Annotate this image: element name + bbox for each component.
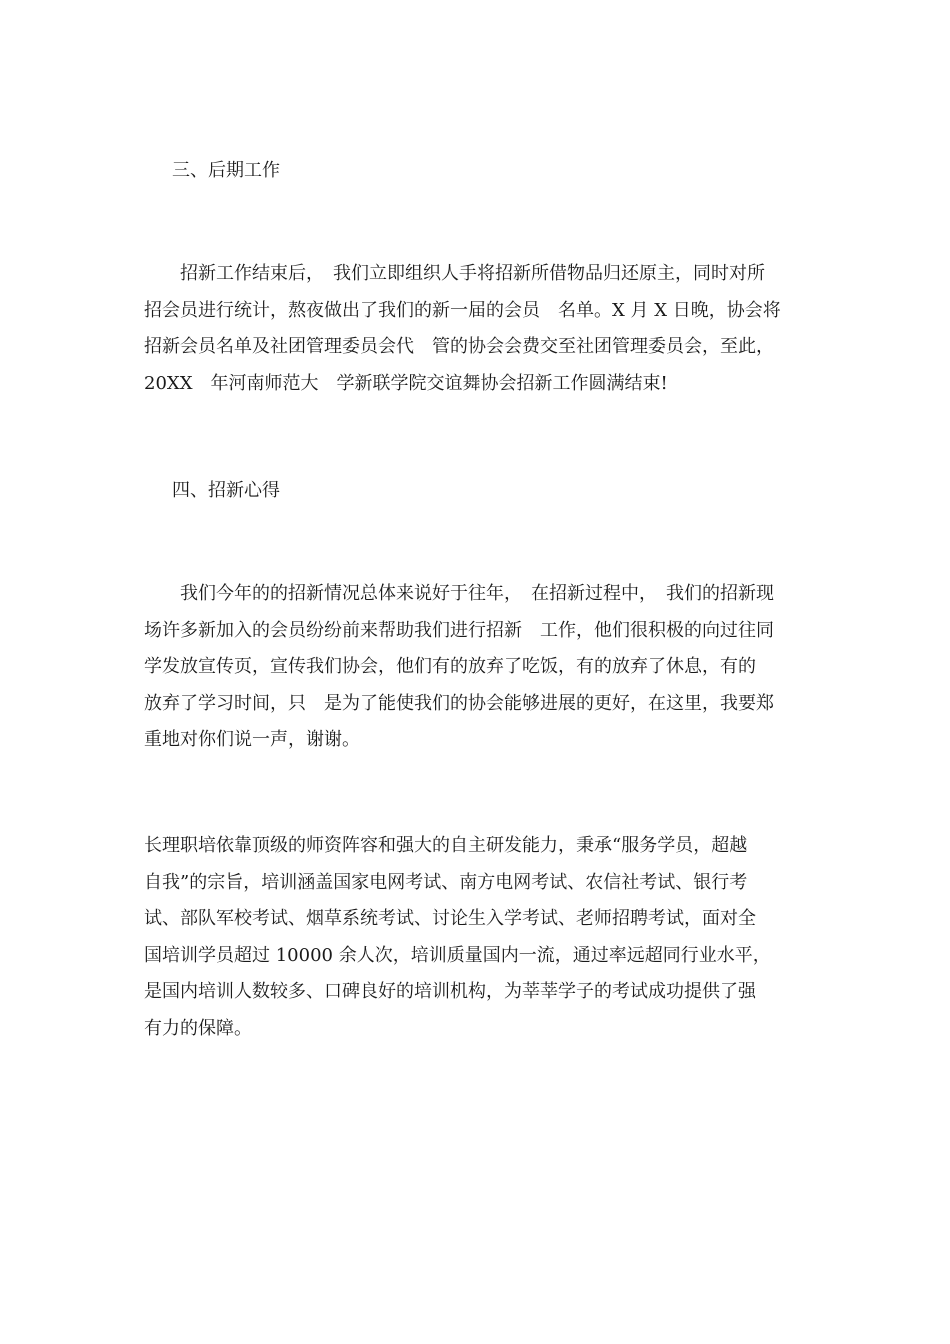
paragraph-line: 招会员进行统计，熬夜做出了我们的新一届的会员 名单。X 月 X 日晚，协会将 xyxy=(144,299,781,321)
paragraph-line: 场许多新加入的会员纷纷前来帮助我们进行招新 工作，他们很积极的向过往同 xyxy=(144,619,774,641)
paragraph-line: 20XX 年河南师范大 学新联学院交谊舞协会招新工作圆满结束! xyxy=(144,372,668,394)
paragraph-line: 招新工作结束后， 我们立即组织人手将招新所借物品归还原主，同时对所 xyxy=(144,263,765,284)
paragraph-promo xyxy=(144,828,814,1047)
paragraph-line: 是国内培训人数较多、口碑良好的培训机构，为莘莘学子的考试成功提供了强 xyxy=(144,981,756,1002)
paragraph-line: 学发放宣传页，宣传我们协会，他们有的放弃了吃饭，有的放弃了休息，有的 xyxy=(144,656,756,677)
paragraph-line: 国培训学员超过 10000 余人次，培训质量国内一流，通过率远超同行业水平， xyxy=(144,944,771,966)
paragraph-line: 放弃了学习时间，只 是为了能使我们的协会能够进展的更好，在这里，我要郑 xyxy=(144,692,774,714)
paragraph-post-work xyxy=(144,256,814,402)
paragraph-line: 重地对你们说一声，谢谢。 xyxy=(144,729,360,750)
paragraph-line: 自我”的宗旨，培训涵盖国家电网考试、南方电网考试、农信社考试、银行考 xyxy=(144,871,748,893)
section-heading-experience: 四、招新心得 xyxy=(172,480,280,501)
paragraph-line: 试、部队军校考试、烟草系统考试、讨论生入学考试、老师招聘考试，面对全 xyxy=(144,908,756,929)
paragraph-line: 长理职培依靠顶级的师资阵容和强大的自主研发能力，秉承“服务学员，超越 xyxy=(144,835,748,856)
paragraph-line: 招新会员名单及社团管理委员会代 管的协会会费交至社团管理委员会，至此， xyxy=(144,336,774,357)
paragraph-line: 有力的保障。 xyxy=(144,1017,252,1039)
paragraph-line: 我们今年的的招新情况总体来说好于往年， 在招新过程中， 我们的招新现 xyxy=(144,583,774,604)
section-heading-post-work: 三、后期工作 xyxy=(172,160,280,181)
paragraph-experience xyxy=(144,576,814,759)
